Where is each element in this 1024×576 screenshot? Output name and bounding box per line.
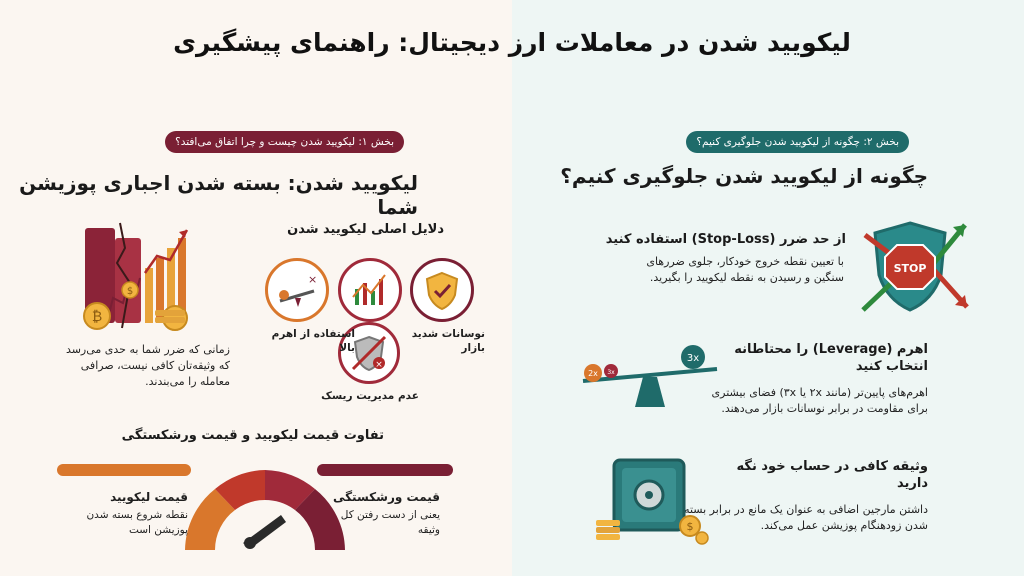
lev-2x-label: 2x [588,369,598,378]
section-1-pill: بخش ۱: لیکویید شدن چیست و چرا اتفاق می‌افتد؟ [165,131,404,153]
lev-small-label: 3x [607,369,615,376]
price-gauge-illustration [55,455,475,555]
lev-3x-label: 3x [686,353,700,364]
chart-volatility-icon [338,258,402,322]
page-title: لیکویید شدن در معاملات ارز دیجیتال: راهنمای پیشگیری [173,28,851,57]
leverage-cause-label: استفاده از اهرم بالا [271,328,355,354]
bankruptcy-price-desc: یعنی از دست رفتن کل وثیقه [340,509,440,536]
svg-text:$: $ [686,520,694,533]
svg-text:×: × [375,360,383,370]
svg-text:$: $ [126,286,134,297]
collateral-title: وثیقه کافی در حساب خود نگه دارید [736,459,928,491]
vault-icon [592,450,712,545]
left-heading: لیکویید شدن: بسته شدن اجباری پوزیشن شما [19,171,418,219]
risk-cause-label: عدم مدیریت ریسک [321,390,419,402]
leverage-seesaw-icon [575,345,725,415]
collateral-desc: داشتن مارجین اضافی به عنوان یک مانع در برابر بسته شدن زودهنگام پوزیشن عمل می‌کند. [684,503,928,532]
shield-icon [410,258,474,322]
leverage-cause-icon [265,258,329,322]
right-heading: چگونه از لیکویید شدن جلوگیری کنیم؟ [560,164,928,188]
causes-title: دلایل اصلی لیکویید شدن [287,222,444,237]
stoploss-title: از حد ضرر (Stop-Loss) استفاده کنید [605,232,846,247]
leverage-title: اهرم (Leverage) را محتاطانه انتخاب کنید [734,342,928,374]
stoploss-desc: با تعیین نقطه خروج خودکار، جلوی ضررهای سنگین و رسیدن به نقطه لیکویید را بگیرید. [646,255,844,284]
bankruptcy-price-title: قیمت ورشکستگی [332,490,440,504]
section-2-pill: بخش ۲: چگونه از لیکویید شدن جلوگیری کنیم؟ [686,131,909,153]
liquidation-price-title: قیمت لیکویید [110,490,188,504]
stop-sign-text: STOP [893,262,927,275]
market-crash-illustration [75,218,205,338]
crash-description: زمانی که ضرر شما به حدی می‌رسد که وثیقه‌تان کافی نیست، صرافی معامله را می‌بندند. [65,343,230,388]
price-difference-title: تفاوت قیمت لیکویید و قیمت ورشکستگی [121,428,384,443]
svg-text:×: × [308,273,318,286]
liquidation-price-desc: نقطه شروع بسته شدن پوزیشن است [86,509,188,536]
volatility-cause-label: نوسانات شدید بازار [411,328,485,354]
stop-shield-icon [855,215,975,315]
svg-text:₿: ₿ [91,309,103,325]
leverage-desc: اهرم‌های پایین‌تر (مانند ۲x یا ۳x) فضای بیشتری برای مقاومت در برابر نوسانات بازار می‌دهند. [711,386,928,415]
